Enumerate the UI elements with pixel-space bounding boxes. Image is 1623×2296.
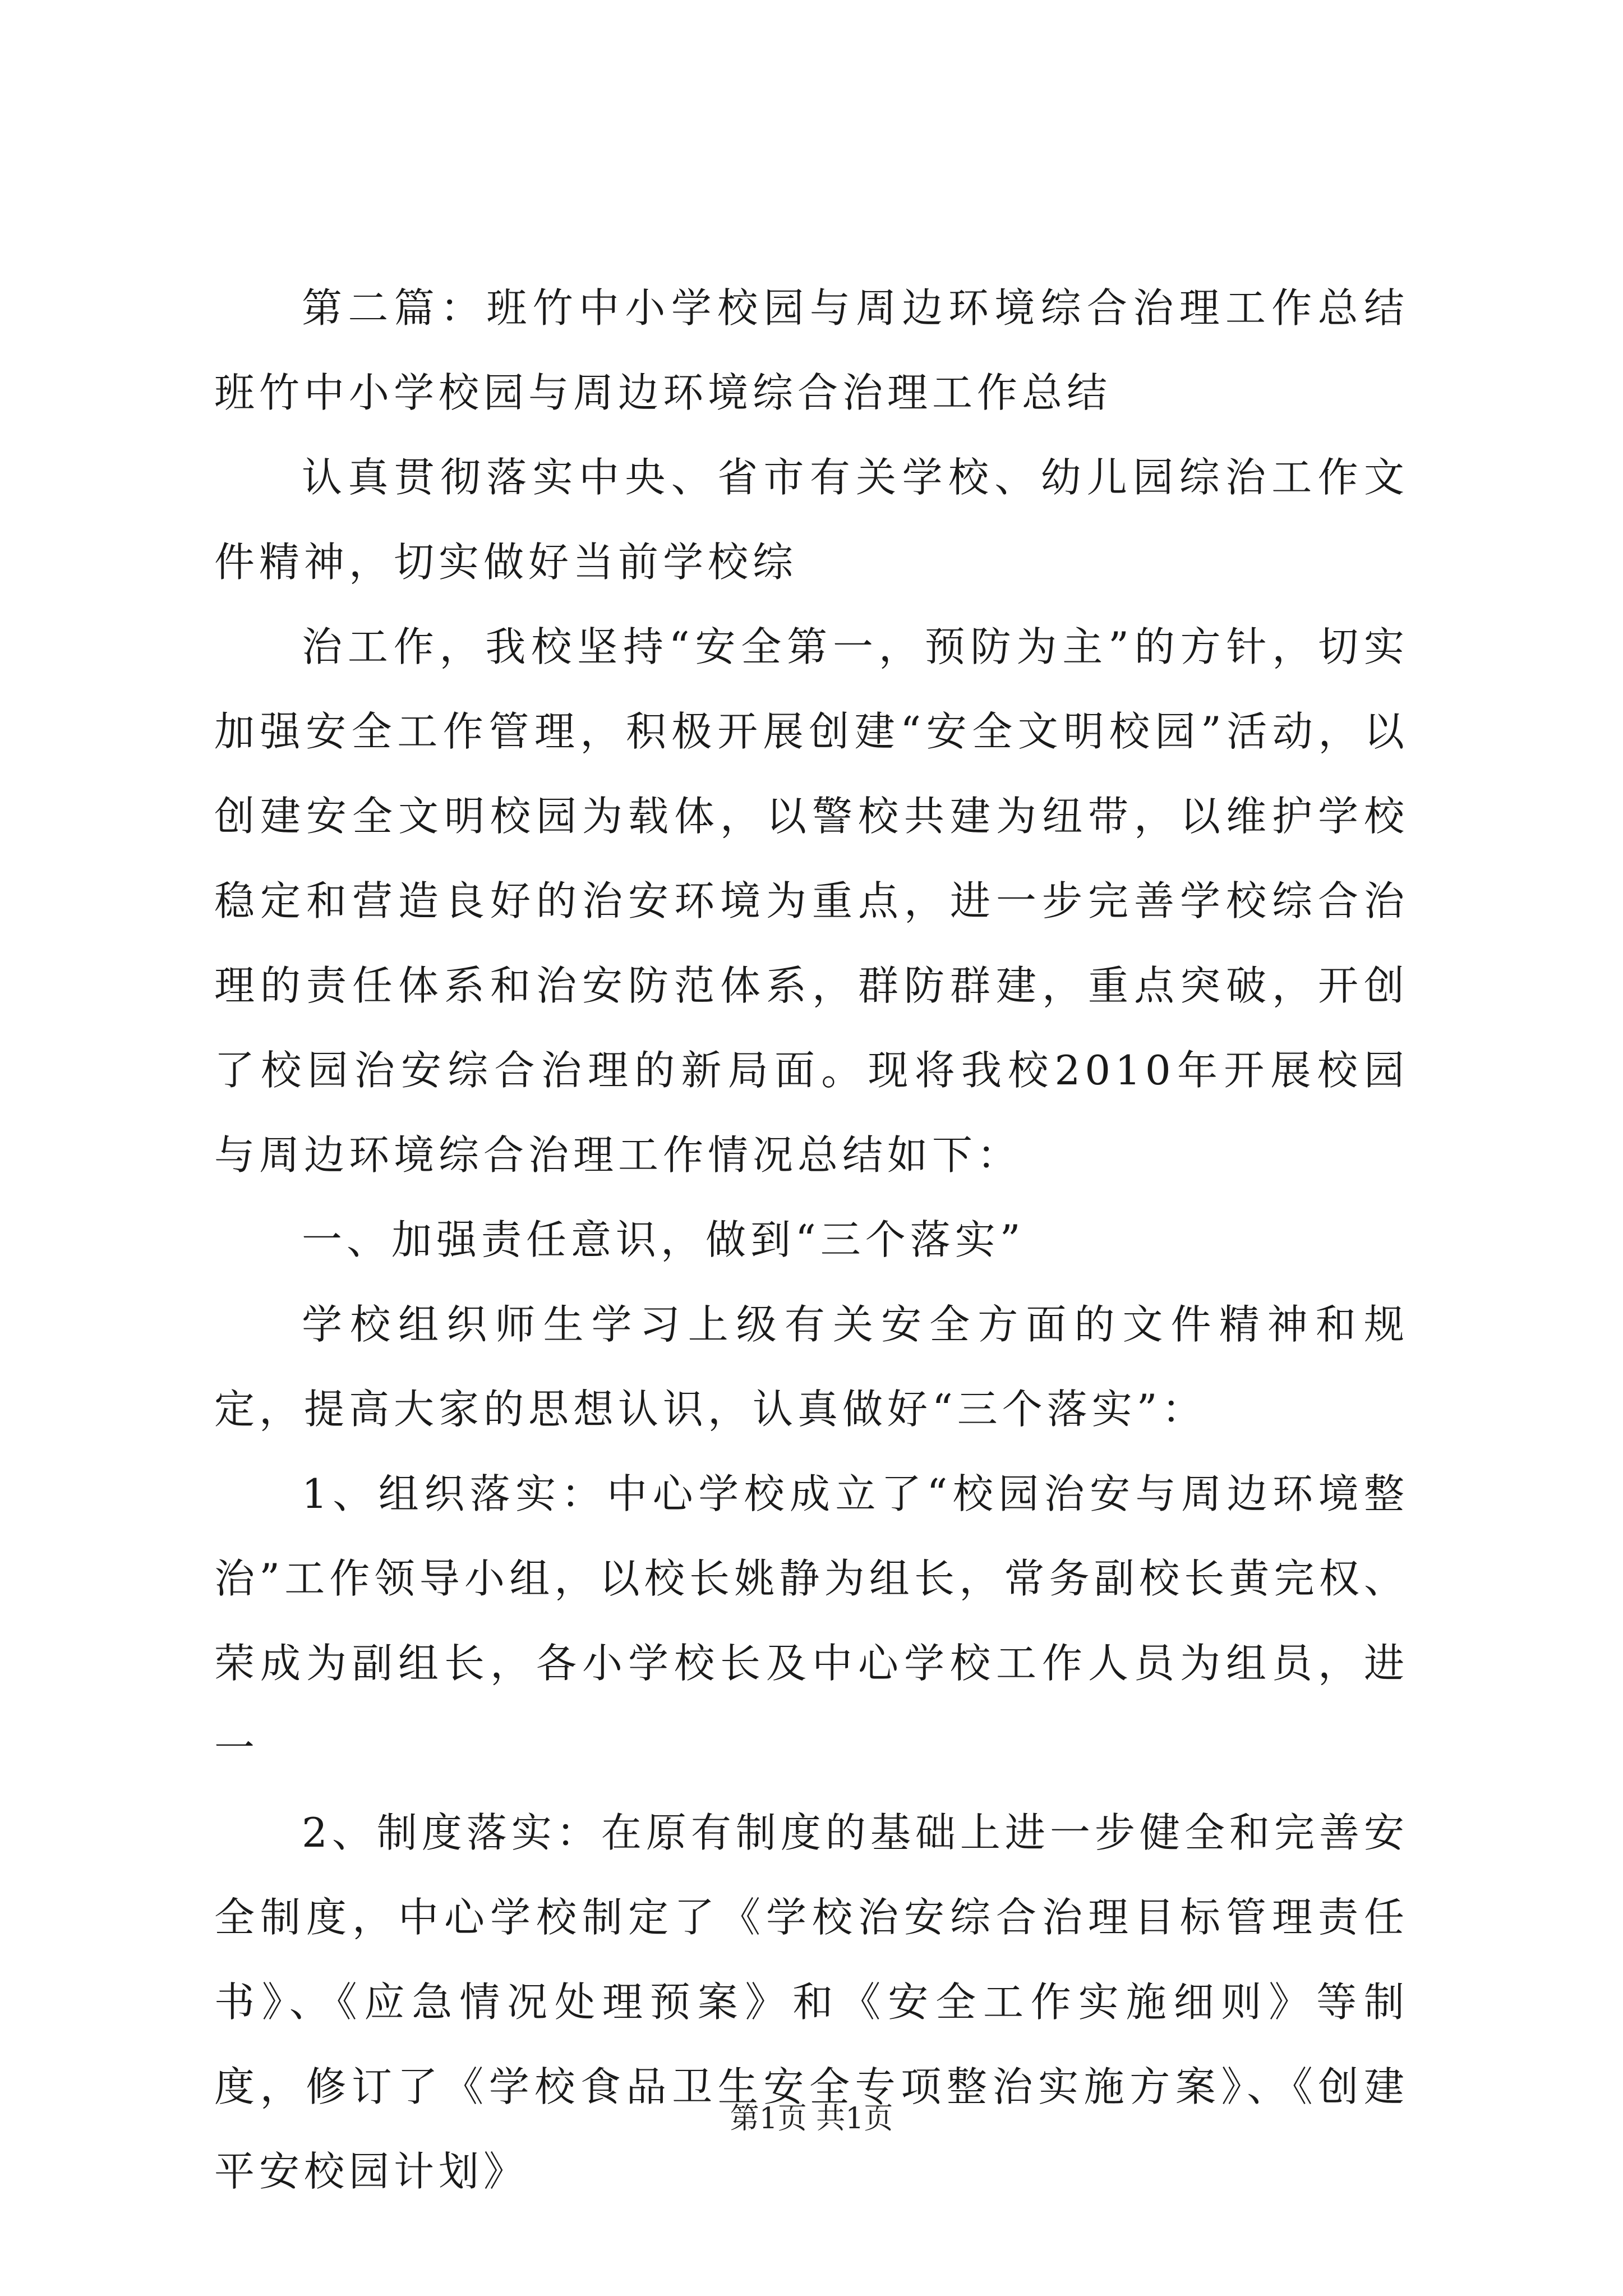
document-body: [214, 266, 1409, 2214]
paragraph-title: 第二篇：班竹中小学校园与周边环境综合治理工作总结班竹中小学校园与周边环境综合治理工作总结: [214, 284, 1409, 416]
paragraph-section-1: 学校组织师生学习上级有关安全方面的文件精神和规定，提高大家的思想认识，认真做好“三个落实”：: [214, 1301, 1409, 1433]
paragraph-overview: 治工作，我校坚持“安全第一，预防为主”的方针，切实加强安全工作管理，积极开展创建“安全文明校园”活动，以创建安全文明校园为载体，以警校共建为纽带，以维护学校稳定和营造良好的治安环境为重点，进一步完善学校综合治理的责任体系和治安防范体系，群防群建，重点突破，开创了校园治安综合治理的新局面。现将我校2010年开展校园与周边环境综合治理工作情况总结如下：: [214, 623, 1409, 1179]
section-heading-1: 一、加强责任意识，做到“三个落实”: [302, 1216, 1025, 1263]
page-footer: 第1页 共1页: [730, 2102, 893, 2136]
list-item-organization: 1、组织落实：中心学校成立了“校园治安与周边环境整治”工作领导小组，以校长姚静为组长，常务副校长黄完权、荣成为副组长，各小学校长及中心学校工作人员为组员，进一: [214, 1470, 1409, 1772]
list-item-system: 2、制度落实：在原有制度的基础上进一步健全和完善安全制度，中心学校制定了《学校治安综合治理目标管理责任书》、《应急情况处理预案》和《安全工作实施细则》等制度，修订了《学校食品卫生安全专项整治实施方案》、《创建平安校园计划》: [214, 1809, 1409, 2195]
paragraph-intro: 认真贯彻落实中央、省市有关学校、幼儿园综治工作文件精神，切实做好当前学校综: [214, 454, 1409, 586]
